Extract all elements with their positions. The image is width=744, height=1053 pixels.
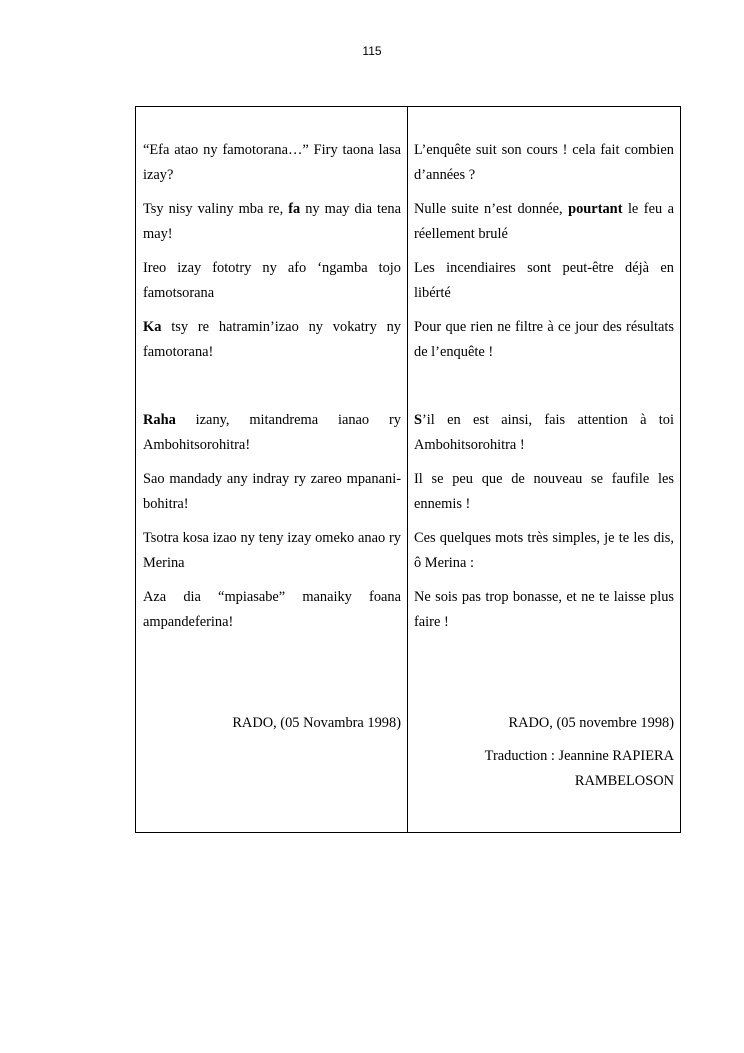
malagasy-line-3: Ireo izay fototry ny afo ‘ngamba tojo famotsorana: [143, 260, 401, 301]
page-number: 115: [362, 44, 382, 58]
french-line-5: S’il en est ainsi, fais attention à toi Ambohitsorohitra !: [414, 412, 674, 453]
poem-table: [135, 106, 681, 833]
malagasy-line-7: Tsotra kosa izao ny teny izay omeko anao ry Merina: [143, 530, 401, 571]
malagasy-line-6: Sao mandady any indray ry zareo mpanani-bohitra!: [143, 471, 401, 512]
french-line-2: Nulle suite n’est donnée, pourtant le feu a réellement brulé: [414, 201, 674, 242]
french-column: [408, 107, 680, 832]
malagasy-line-4: Ka tsy re hatramin’izao ny vokatry ny famotorana!: [143, 319, 401, 360]
translation-credit: Traduction : Jeannine RAPIERA RAMBELOSON: [484, 748, 674, 789]
malagasy-line-1: “Efa atao ny famotorana…” Firy taona lasa izay?: [143, 142, 401, 183]
french-line-7: Ces quelques mots très simples, je te les dis, ô Merina :: [414, 530, 674, 571]
malagasy-line-2: Tsy nisy valiny mba re, fa ny may dia tena may!: [143, 201, 401, 242]
malagasy-signature: RADO, (05 Novambra 1998): [232, 715, 401, 731]
french-signature: RADO, (05 novembre 1998): [508, 715, 674, 731]
french-line-8: Ne sois pas trop bonasse, et ne te laisse plus faire !: [414, 589, 674, 630]
french-line-1: L’enquête suit son cours ! cela fait combien d’années ?: [414, 142, 674, 183]
french-line-6: Il se peu que de nouveau se faufile les ennemis !: [414, 471, 674, 512]
french-line-3: Les incendiaires sont peut-être déjà en libérté: [414, 260, 674, 301]
malagasy-line-8: Aza dia “mpiasabe” manaiky foana ampandeferina!: [143, 589, 401, 630]
malagasy-column: [136, 107, 408, 832]
malagasy-line-5: Raha izany, mitandrema ianao ry Ambohitsorohitra!: [143, 412, 401, 453]
french-line-4: Pour que rien ne filtre à ce jour des résultats de l’enquête !: [414, 319, 674, 360]
